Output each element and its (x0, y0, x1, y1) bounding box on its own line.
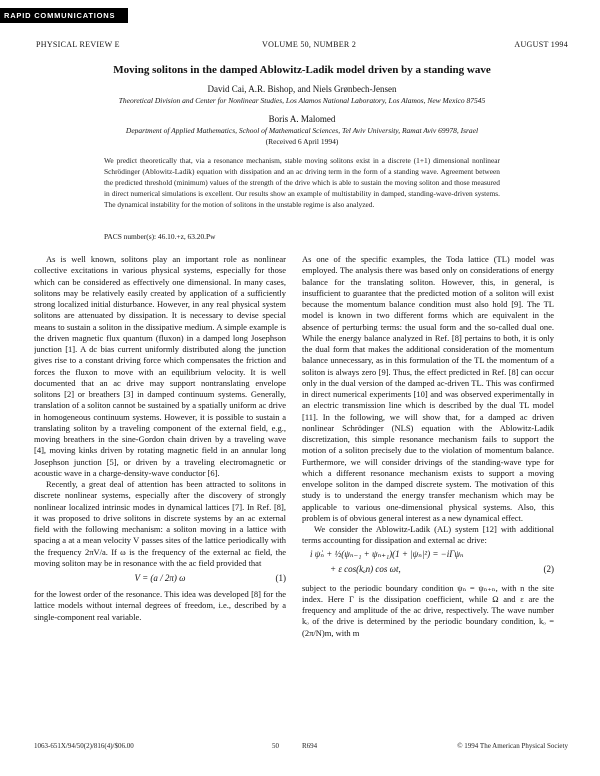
left-column (34, 254, 286, 734)
rapid-communications-banner: RAPID COMMUNICATIONS (0, 8, 128, 23)
author-affiliation-2: Department of Applied Mathematics, School of Mathematical Sciences, Tel Aviv University, Ramat Aviv 69978, Israel (125, 126, 479, 135)
volume-number: VOLUME 50, NUMBER 2 (262, 40, 357, 49)
running-header (36, 40, 568, 52)
equation-expression: V = (a / 2π) ω (134, 573, 186, 583)
author-names-2: Boris A. Malomed (268, 114, 336, 124)
author-names-1: David Cai, A.R. Bishop, and Niels Grønbech-Jensen (207, 84, 397, 94)
volume-tag: 50 (272, 742, 279, 750)
body-paragraph: Recently, a great deal of attention has been attracted to solitons in discrete nonlinear systems, especially after the discovery of strongly nonlinear localized intrinsic modes in dynamical lattices [7]. In Ref. [8], it was proposed to drive solitons in discrete systems by an ac external field with the following mechanism: a soliton moving in a lattice with spacing a at a mean velocity V passes sites of the lattice periodically with the frequency 2πV/a. If ω is the frequency of the external ac field, the moving soliton may be in resonance with the ac field provided that (34, 479, 286, 568)
equation-number: (1) (275, 573, 286, 583)
journal-name: PHYSICAL REVIEW E (36, 40, 120, 49)
abstract: We predict theoretically that, via a resonance mechanism, stable moving solitons exist in a discrete (1+1) dimensional nonlinear Schrödinger (Ablowitz-Ladik) equation with dissipation and an ac driving term in the form of a standing wave. Agreement between the predicted threshold (minimum) values of the strength of the drive which is able to sustain the moving soliton and those measured in direct numerical simulations is excellent. Our results show an example of multistability in damped, standing-wave-driven systems. The dynamical instability for the motion of solitons in the unstable regime is also analyzed. (104, 156, 500, 209)
body-paragraph: for the lowest order of the resonance. This idea was developed [8] for the lattice models without internal degrees of freedom, i.e., described by a single-component real variable. (34, 589, 286, 622)
equation-line: i ψ̇ₙ + ½(ψₙ₋₁ + ψₙ₊₁)(1 + |ψₙ|²) = −iΓψₙ (310, 548, 464, 559)
issn-code: 1063-651X/94/50(2)/816(4)/$06.00 (34, 742, 134, 750)
body-paragraph: As is well known, solitons play an important role as nonlinear collective excitations in various physical systems, especially for those which can be considered as effectively one dimensional. In many cases, solitons may be relatively easily created by application of a sufficiently strong localized initial disturbance. However, in any real physical system solitons are attenuated by dissipation. It is necessary to devise special means to sustain a soliton in the dissipative medium. A simple example is the driven magnetic flux quantum (fluxon) in a damped long Josephson junction [1]. A dc bias current uniformly distributed along the junction gives rise to a constant driving force which compensates the friction and forces the fluxon to move with an equilibrium velocity. It is well documented that an ac drive may support nontranslating envelope solitons [2] or breathers [3] in damped continuum systems. Generally, translation of a soliton cannot be sustained by a spatially uniform ac drive in homogeneous continuum systems. However, it is possible to sustain a translating soliton by a traveling component of the external field, e.g., moving breathers in the sine-Gordon chain driven by a traveling wave [4], moving kinks driven by rotating magnetic field in an annular long Josephson junction [5], or driven by a traveling electromagnetic or acoustic wave in a charge-density-wave conductor [6]. (34, 254, 286, 478)
equation-1 (34, 569, 286, 589)
body-paragraph: We consider the Ablowitz-Ladik (AL) system [12] with additional terms accounting for dissipation and external ac drive: (302, 524, 554, 546)
equation-line: + ε cos(kₒn) cos ωt, (330, 563, 401, 574)
article-title: Moving solitons in the damped Ablowitz-Ladik model driven by a standing wave (113, 64, 491, 76)
body-paragraph: As one of the specific examples, the Toda lattice (TL) model was employed. The analysis there was based only on considerations of energy balance for the translating soliton. However, this, in general, is insufficient to guarantee that the predicted motion of a soliton will exist because the momentum balance condition must also hold [9]. The TL model is known in two different forms which are equivalent in the absence of perturbing terms: the usual form and the so-called dual one. While the energy balance analyzed in Ref. [8] pertains to both, it is only the dual form that makes the additional consideration of the momentum balance unnecessary, as in this formulation of the TL the momentum of a soliton is always zero [9]. Thus, the effect predicted in Ref. [8] can occur only in the dual version of the damped ac-driven TL. This was confirmed in direct numerical experiments [10] and was observed experimentally in an electric transmission line which is described by the dual TL model [11]. In the following, we will show that, for a damped ac driven nonlinear Schrödinger (NLS) equation with the Ablowitz-Ladik discretization, this simple resonance mechanism fails to support the motion of a soliton precisely due to the violation of momentum balance. Furthermore, we will consider drivings of the standing-wave type for which a different resonance mechanism exists to support a moving envelope soliton in the damped discrete system. The motivation of this study is to understand the energy transfer mechanism which may be applicable to various one-dimensional physical systems. Also, this problem is of obvious general interest as a new dynamical effect. (302, 254, 554, 523)
copyright: © 1994 The American Physical Society (457, 742, 568, 750)
received-date: (Received 6 April 1994) (265, 137, 339, 146)
author-affiliation-1: Theoretical Division and Center for Nonlinear Studies, Los Alamos National Laboratory, Los Alamos, New Mexico 87545 (118, 96, 486, 105)
issue-date: AUGUST 1994 (514, 40, 568, 49)
right-column (302, 254, 554, 734)
page-number: R694 (302, 742, 318, 750)
pacs-numbers: PACS number(s): 46.10.+z, 63.20.Pw (104, 232, 216, 241)
page-footer (34, 742, 568, 754)
equation-2 (302, 547, 554, 583)
equation-number: (2) (543, 563, 554, 574)
body-paragraph: subject to the periodic boundary condition ψₙ = ψₙ₊ₙ, with n the site index. Here Γ is the dissipation coefficient, while Ω and ε are the frequency and amplitude of the ac drive, respectively. The wave number kₒ of the drive is determined by the periodic boundary condition, kₒ = (2π/N)m, with m (302, 582, 554, 638)
